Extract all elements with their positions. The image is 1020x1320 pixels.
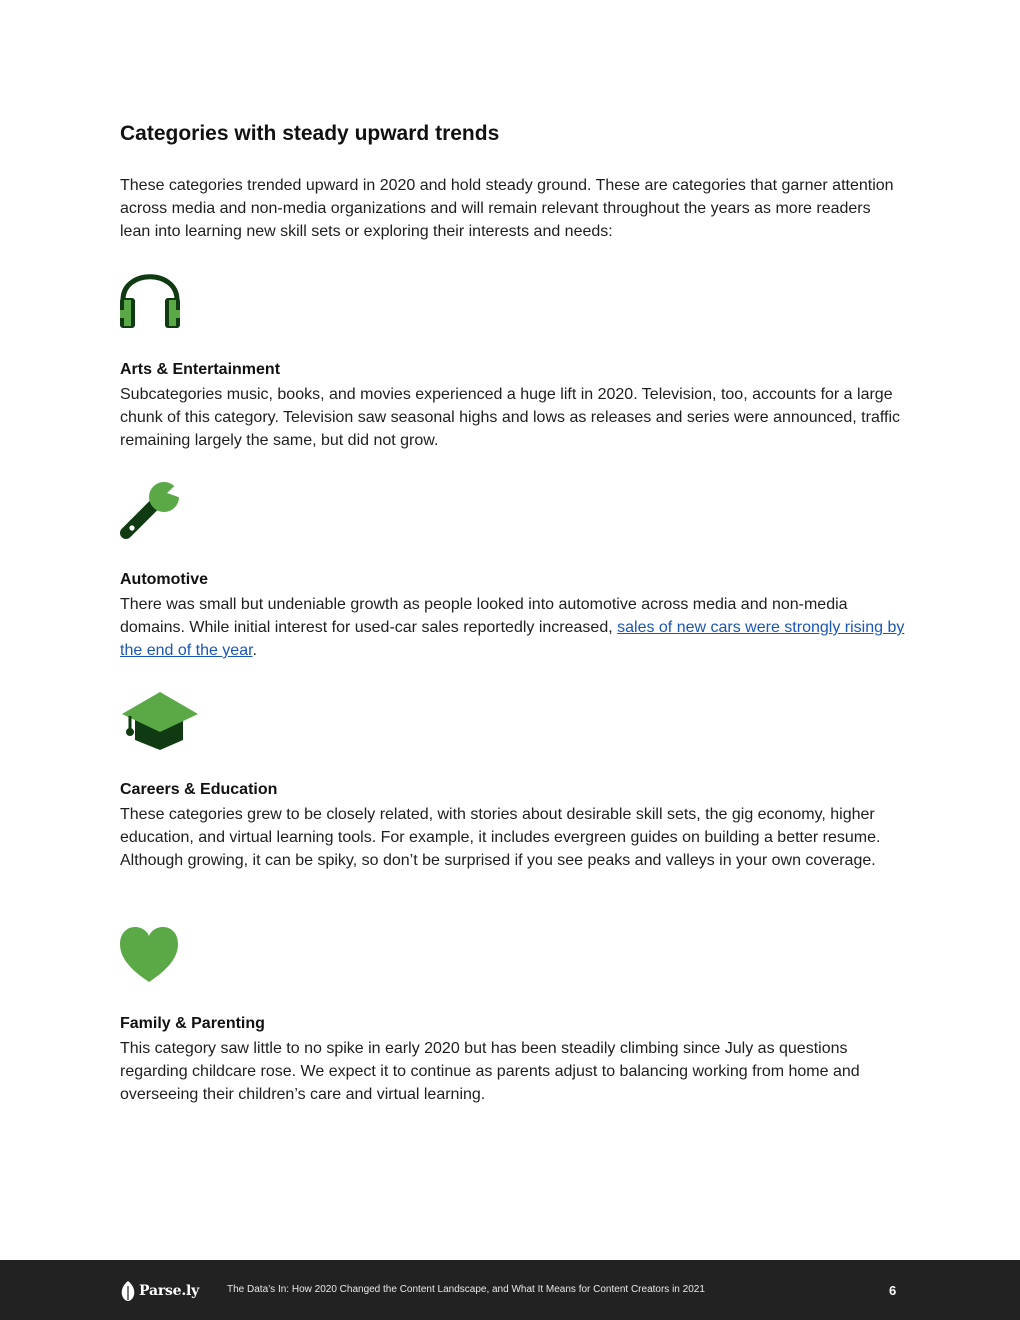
section-heading: Family & Parenting xyxy=(120,1015,265,1032)
heart-icon xyxy=(120,924,200,986)
section-body-end: . xyxy=(252,642,257,659)
section-automotive xyxy=(120,569,905,662)
section-arts-entertainment xyxy=(120,359,905,452)
section-body xyxy=(120,593,905,662)
intro-paragraph: These categories trended upward in 2020 and hold steady ground. These are categories that garner attention across media and non-media organizations and will remain relevant throughout the years as more readers lean into learning new skill sets or exploring their interests and needs: xyxy=(120,177,894,240)
page-footer xyxy=(0,1260,1020,1320)
page-title: Categories with steady upward trends xyxy=(120,122,500,145)
section-careers-education xyxy=(120,779,905,872)
section-body: This category saw little to no spike in early 2020 but has been steadily climbing since July as questions regarding childcare rose. We expect it to continue as parents adjust to balancing working from home and overseeing their children’s care and virtual learning. xyxy=(120,1040,860,1103)
section-body: Subcategories music, books, and movies experienced a huge lift in 2020. Television, too, accounts for a large chunk of this category. Television saw seasonal highs and lows as releases and series were announced, traffic remaining largely the same, but did not grow. xyxy=(120,386,900,449)
parsely-logo xyxy=(119,1279,199,1303)
page-number: 6 xyxy=(889,1283,897,1298)
graduation-cap-icon xyxy=(120,690,200,752)
section-heading: Careers & Education xyxy=(120,781,278,798)
footer-title: The Data’s In: How 2020 Changed the Content Landscape, and What It Means for Content Creators in 2021 xyxy=(227,1284,705,1295)
section-heading: Arts & Entertainment xyxy=(120,361,281,378)
section-body-text: There was small but undeniable growth as people looked into automotive across media and non-media domains. While initial interest for used-car sales reportedly increased, xyxy=(120,596,848,636)
wrench-icon xyxy=(120,479,200,541)
section-heading: Automotive xyxy=(120,571,208,588)
headphones-icon xyxy=(120,272,200,334)
logo-text: Parse.ly xyxy=(139,1283,200,1299)
section-family-parenting xyxy=(120,1013,905,1106)
leaf-icon xyxy=(119,1280,137,1302)
new-car-sales-link[interactable]: sales of new cars were strongly rising by the end of the year xyxy=(120,619,905,659)
section-body: These categories grew to be closely related, with stories about desirable skill sets, the gig economy, higher education, and virtual learning tools. For example, it includes evergreen guides on building a better resume. Although growing, it can be spiky, so don’t be surprised if you see peaks and valleys in your own coverage. xyxy=(120,806,881,869)
